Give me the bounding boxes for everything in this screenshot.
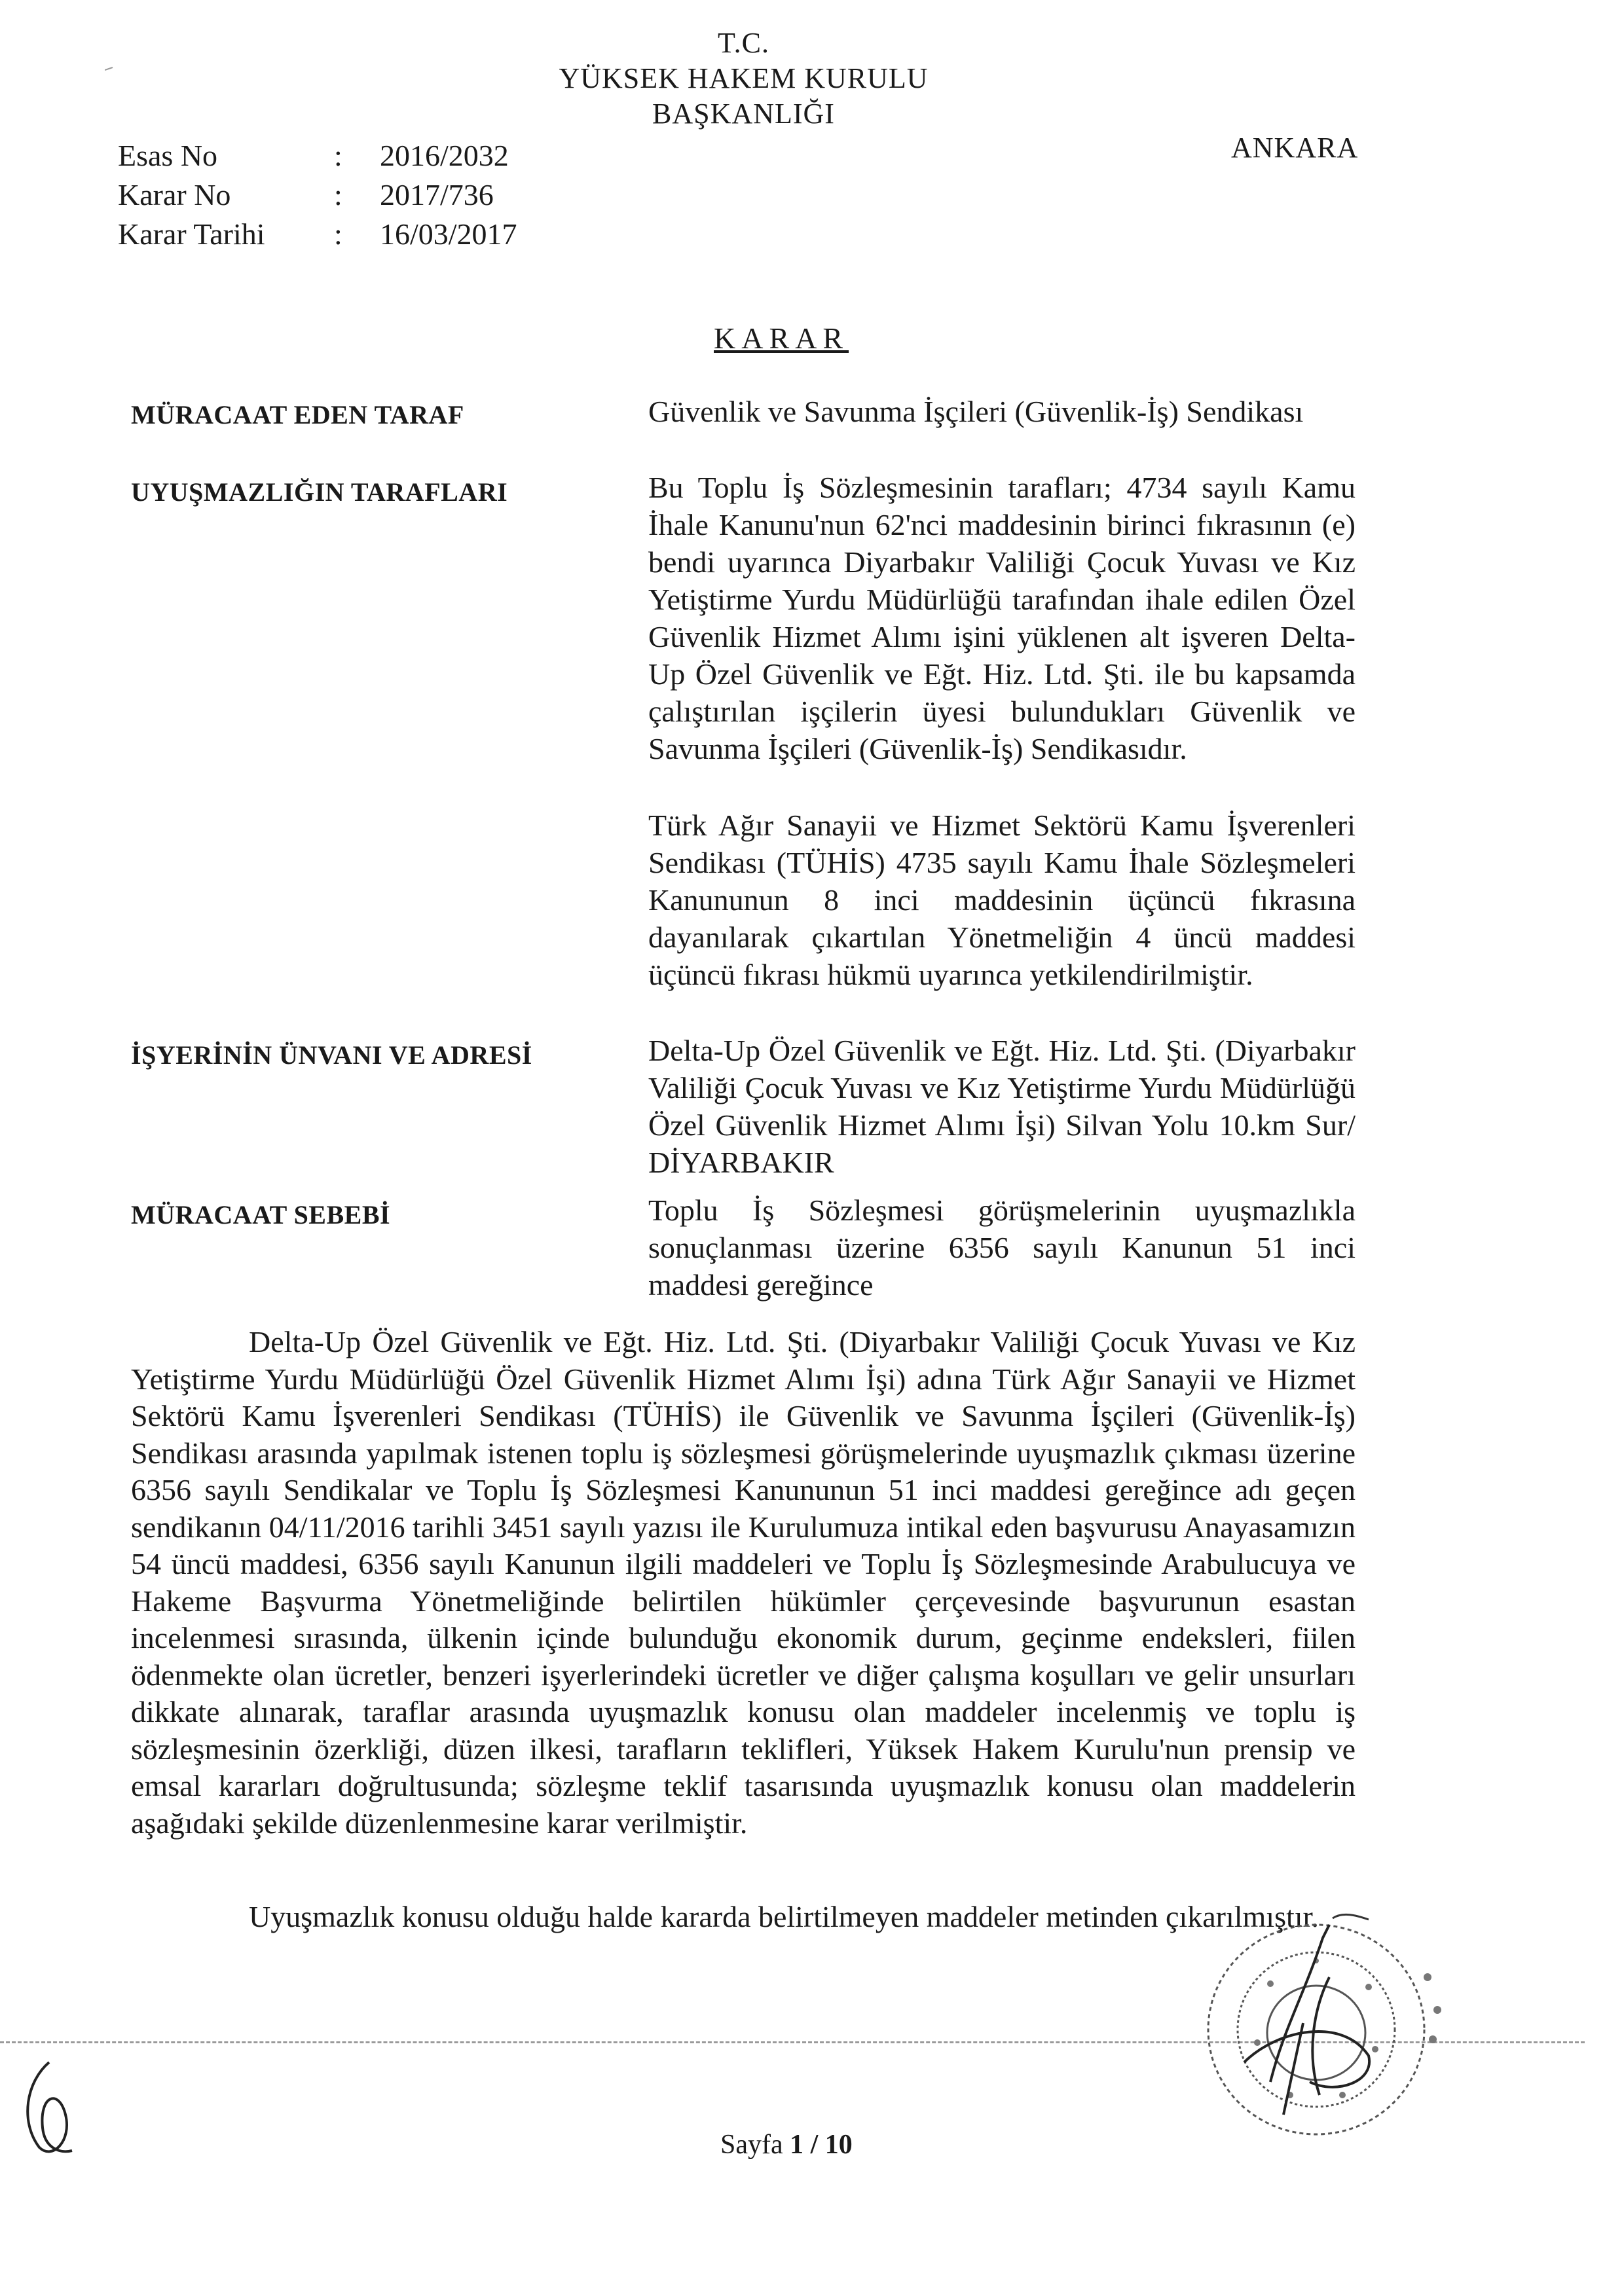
meta-esas-no [118,137,509,174]
body-paragraph-main: Delta-Up Özel Güvenlik ve Eğt. Hiz. Ltd. Şti. (Diyarbakır Valiliği Çocuk Yuvası ve Kız Yetiştirme Yurdu Müdürlüğü Özel Güvenlik Hizmet Alımı İşi) adına Türk Ağır Sanayii ve Hizmet Sektörü Kamu İşverenleri Sendikası (TÜHİS) ile Güvenlik ve Savunma İşçileri (Güvenlik-İş) Sendikası arasında yapılmak istenen toplu iş sözleşmesi görüşmelerinde uyuşmazlık çıkması üzerine 6356 sayılı Sendikalar ve Toplu İş Sözleşmesi Kanununun 51 inci maddesi gereğince adı geçen sendikanın 04/11/2016 tarihli 3451 sayılı yazısı ile Kurulumuza intikal eden başvurusu Anayasamızın 54 üncü maddesi, 6356 sayılı Kanunun ilgili maddeleri ve Toplu İş Sözleşmesinde Arabulucuya ve Hakeme Başvurma Yönetmeliğinde belirtilen hükümler çerçevesinde başvurunun esastan incelenmesi sırasında, ülkenin içinde bulunduğu ekonomik durum, geçinme endeksleri, fiilen ödenmekte olan ücretler, benzeri işyerlerindeki ücretler ve diğer çalışma koşulları ve gelir unsurları dikkate alınarak, taraflar arasında uyuşmazlık konusu olan maddeler incelenmiş ve toplu iş sözleşmesinin özerkliği, düzen ilkesi, tarafların teklifleri, Yüksek Hakem Kurulu'nun prensip ve emsal kararları doğrultusunda; sözleşme teklif tasarısında uyuşmazlık konusu olan maddelerin aşağıdaki şekilde düzenlenmesine karar verilmiştir. [131,1325,1356,1840]
handwritten-margin-mark [13,2056,85,2160]
section-label-applicant: MÜRACAAT EDEN TARAF [131,400,464,429]
section-text-reason: Toplu İş Sözleşmesi görüşmelerinin uyuşmazlıkla sonuçlanması üzerine 6356 sayılı Kanunun 51 inci maddesi gereğince [648,1194,1356,1302]
meta-colon: : [334,139,342,172]
meta-colon: : [334,178,342,211]
header-city: ANKARA [1231,132,1359,164]
meta-value: 2016/2032 [380,139,509,172]
section-text-workplace: Delta-Up Özel Güvenlik ve Eğt. Hiz. Ltd. Şti. (Diyarbakır Valiliği Çocuk Yuvası ve Kız Yetiştirme Yurdu Müdürlüğü Özel Güvenlik Hizmet Alımı İşi) Silvan Yolu 10.km Sur/ DİYARBAKIR [648,1034,1356,1179]
page-number-prefix: Sayfa [720,2130,790,2160]
meta-karar-tarihi [118,216,517,253]
meta-colon: : [334,217,342,251]
section-label-parties: UYUŞMAZLIĞIN TARAFLARI [131,477,508,507]
section-text-parties-1: Bu Toplu İş Sözleşmesinin tarafları; 4734 sayılı Kamu İhale Kanunu'nun 62'nci maddesinin birinci fıkrasının (e) bendi uyarınca Diyarbakır Valiliği Çocuk Yuvası ve Kız Yetiştirme Yurdu Müdürlüğü tarafından ihale edilen Özel Güvenlik Hizmet Alımı işini yüklenen alt işveren Delta-Up Özel Güvenlik ve Eğt. Hiz. Ltd. Şti. ile bu kapsamda çalıştırılan işçilerin üyesi bulundukları Güvenlik ve Savunma İşçileri (Güvenlik-İş) Sendikasıdır. [648,471,1356,765]
meta-karar-no [118,177,494,213]
meta-value: 2017/736 [380,178,494,211]
header-kurul: YÜKSEK HAKEM KURULU [559,62,929,94]
page-number [720,2129,853,2160]
section-text-parties-2: Türk Ağır Sanayii ve Hizmet Sektörü Kamu İşverenleri Sendikası (TÜHİS) 4735 sayılı Kamu İhale Sözleşmeleri Kanununun 8 inci maddesinin üçüncü fıkrasına dayanılarak çıkartılan Yönetmeliğin 4 üncü maddesi üçüncü fıkrası hükmü uyarınca yetkilendirilmiştir. [648,809,1356,991]
official-seal-stamp [1172,1899,1467,2141]
section-text-applicant: Güvenlik ve Savunma İşçileri (Güvenlik-İş) Sendikası [648,395,1304,428]
page-number-value: 1 / 10 [790,2130,853,2160]
meta-label: Esas No [118,139,218,172]
body-paragraph-note: Uyuşmazlık konusu olduğu halde kararda belirtilmeyen maddeler metinden çıkarılmıştır. [249,1900,1319,1933]
section-label-reason: MÜRACAAT SEBEBİ [131,1200,391,1230]
section-label-workplace: İŞYERİNİN ÜNVANI VE ADRESİ [131,1040,532,1070]
header-baskanlik: BAŞKANLIĞI [652,98,835,130]
meta-label: Karar Tarihi [118,217,265,251]
meta-label: Karar No [118,178,231,211]
header-tc: T.C. [718,27,769,59]
decision-title: KARAR [714,321,849,355]
meta-value: 16/03/2017 [380,217,517,251]
